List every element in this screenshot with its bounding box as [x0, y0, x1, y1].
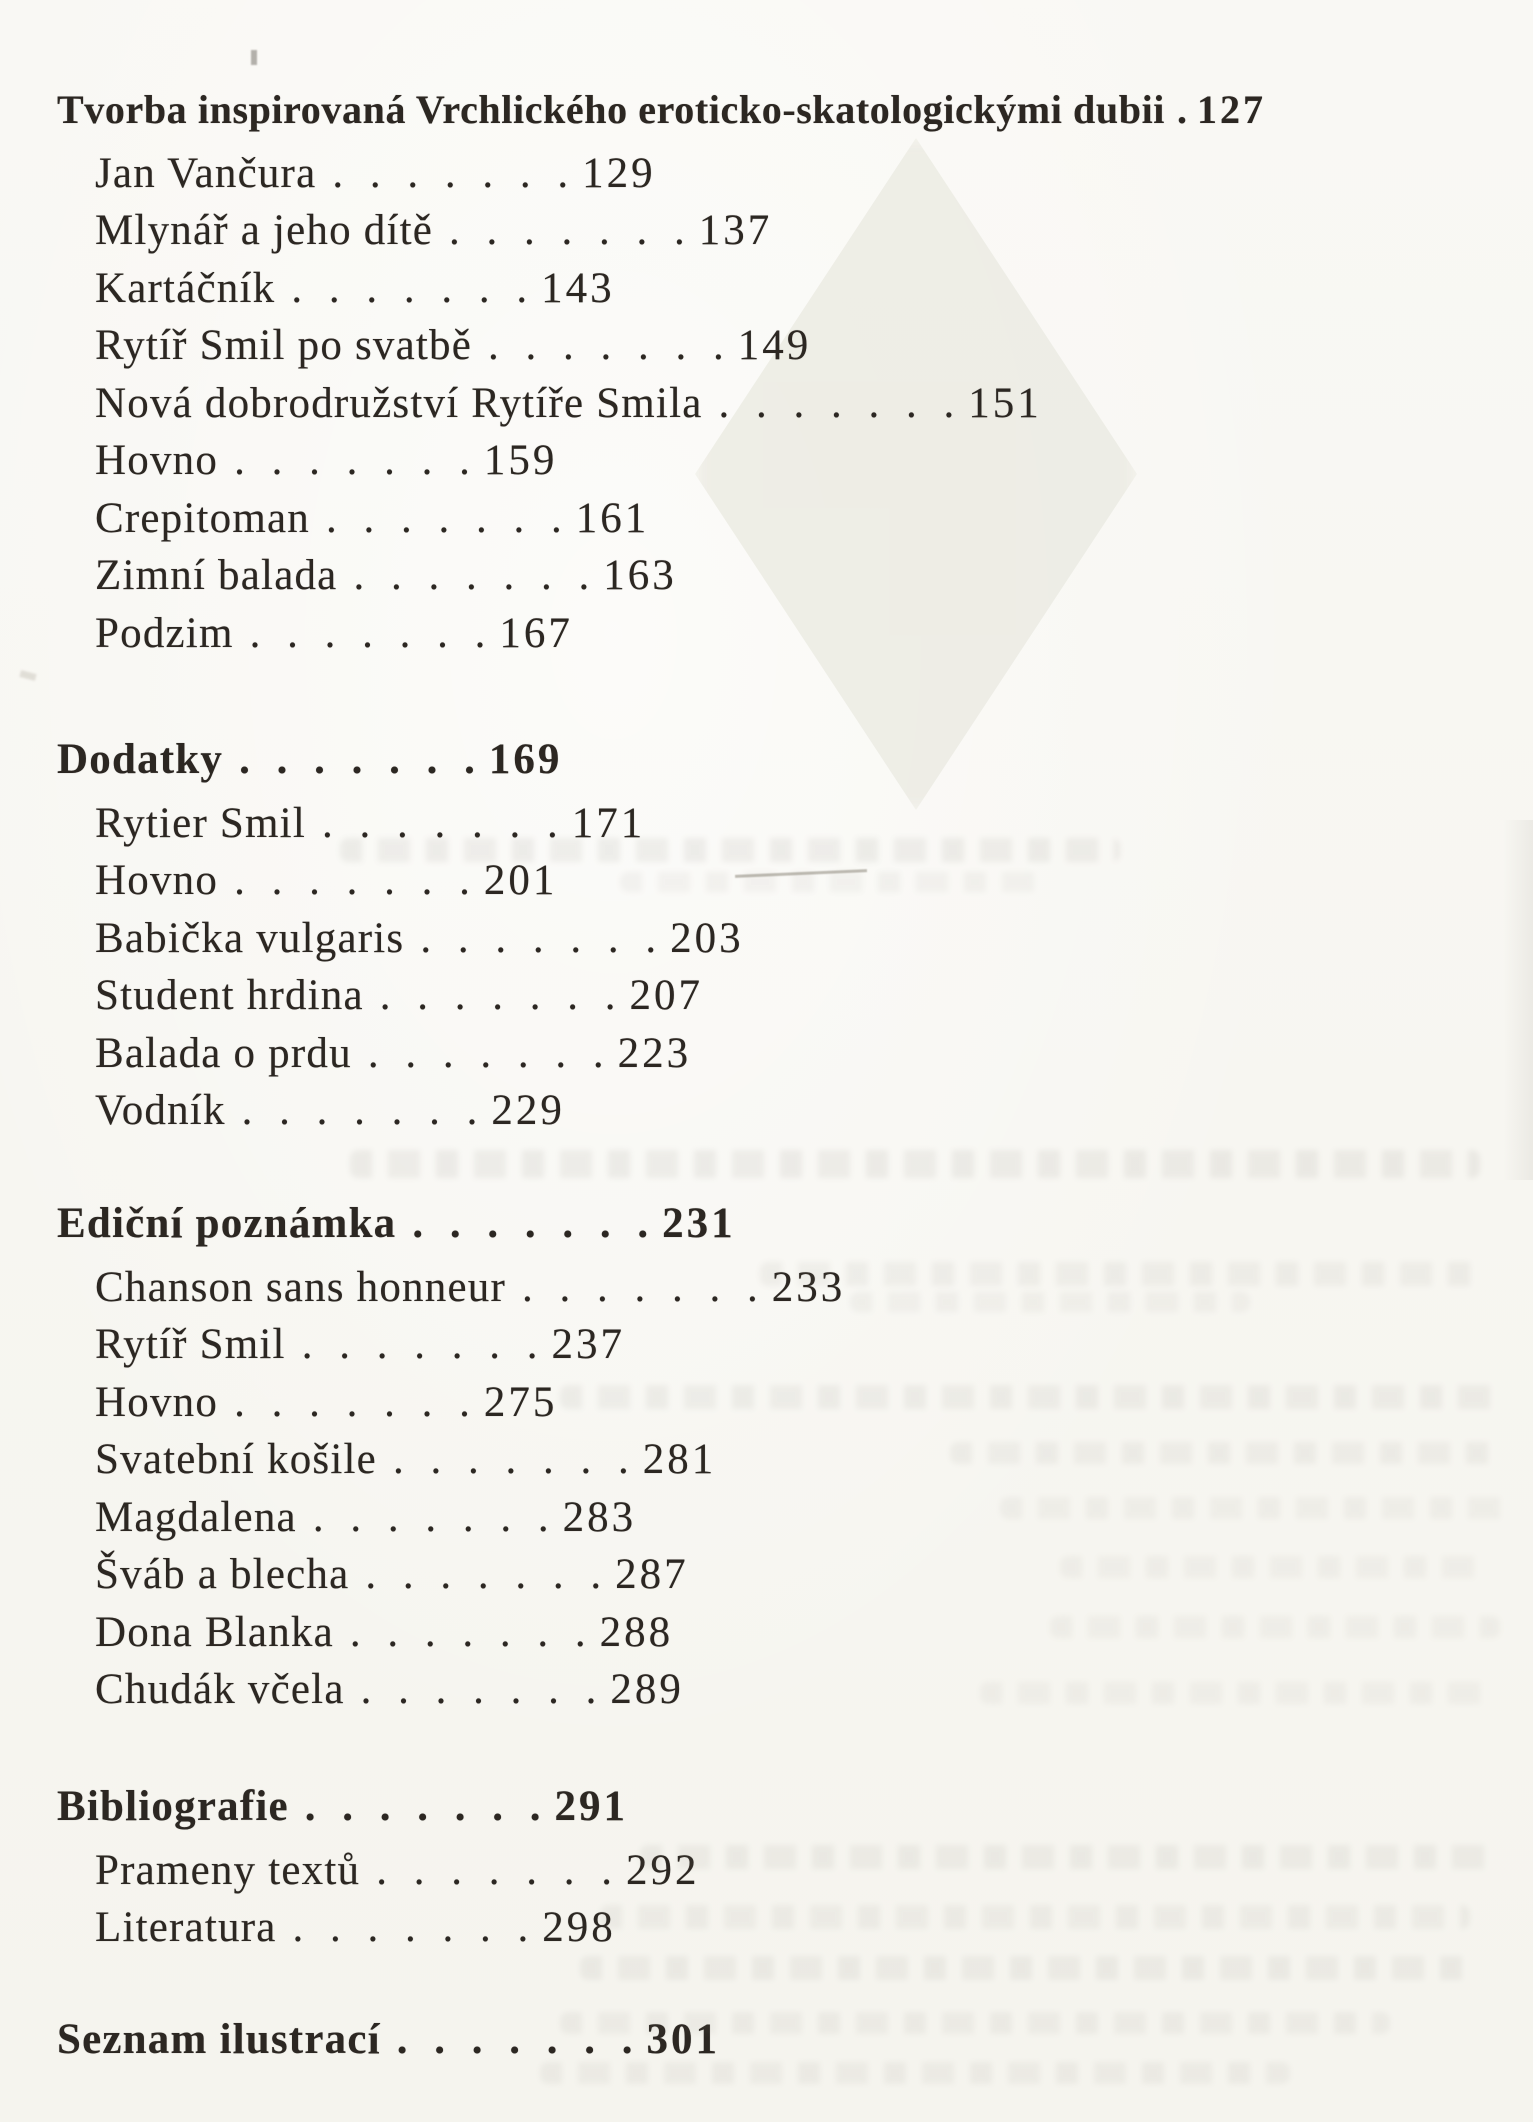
- toc-item: [0, 490, 1533, 548]
- toc-item-label: Hovno: [95, 857, 219, 904]
- toc-item-label: Magdalena: [95, 1493, 297, 1541]
- show-through-artifact: [620, 872, 1040, 892]
- toc-heading-label: Bibliografie: [57, 1783, 289, 1830]
- toc-heading: [0, 81, 1533, 139]
- leader-dots: . . . . . . .: [412, 1200, 649, 1247]
- page-number: 201: [483, 857, 558, 904]
- show-through-artifact: [560, 2012, 1390, 2034]
- toc-item-label: Prameny textů: [95, 1846, 361, 1894]
- toc-item: [0, 1316, 1533, 1374]
- toc-item: [0, 317, 1533, 375]
- leader-dots: .: [1177, 87, 1187, 132]
- page-number: 287: [615, 1551, 689, 1598]
- show-through-artifact: [560, 1385, 1500, 1409]
- leader-dots: . . . . . . .: [353, 552, 590, 599]
- page-number: 233: [771, 1263, 846, 1311]
- toc-item-label: Šváb a blecha: [95, 1551, 350, 1598]
- toc-section: [0, 81, 1533, 662]
- toc-item-label: Babička vulgaris: [95, 914, 405, 962]
- leader-dots: . . . . . . .: [234, 437, 470, 484]
- show-through-artifact: [340, 838, 1120, 862]
- page-number: 137: [698, 207, 773, 254]
- show-through-artifact: [1000, 1497, 1510, 1519]
- toc-item: [0, 910, 1533, 968]
- toc-item: [0, 967, 1533, 1025]
- page-number: 281: [642, 1436, 717, 1483]
- toc-item-label: Crepitoman: [95, 494, 311, 542]
- toc-item-label: Rytíř Smil: [95, 1321, 286, 1368]
- toc-item-label: Hovno: [95, 437, 219, 484]
- leader-dots: . . . . . . .: [392, 1436, 629, 1483]
- page-number: 231: [662, 1200, 736, 1247]
- show-through-artifact: [1050, 1616, 1500, 1638]
- toc-item-label: Zimní balada: [95, 552, 338, 599]
- page-number: 143: [541, 264, 615, 312]
- page-number: 127: [1197, 87, 1266, 132]
- page-number: 149: [737, 322, 812, 369]
- toc-heading-label: Seznam ilustrací: [57, 2016, 381, 2063]
- page-number: 159: [483, 437, 558, 484]
- show-through-artifact: [950, 1442, 1500, 1464]
- toc-heading-label: Ediční poznámka: [57, 1200, 397, 1247]
- toc-item-label: Rytíř Smil po svatbě: [95, 322, 473, 369]
- toc-item: [0, 547, 1533, 605]
- toc-item: [0, 375, 1533, 433]
- page-number: 229: [491, 1087, 565, 1134]
- page-number: 129: [582, 149, 656, 197]
- toc-item: [0, 1025, 1533, 1083]
- show-through-artifact: [1060, 1556, 1490, 1578]
- toc-heading: [0, 1195, 1533, 1253]
- leader-dots: . . . . . . .: [360, 1666, 597, 1713]
- toc-item-label: Mlynář a jeho dítě: [95, 207, 434, 254]
- leader-dots: . . . . . . .: [241, 1087, 478, 1134]
- page-number: 163: [603, 552, 677, 599]
- page-number: 167: [499, 609, 573, 657]
- leader-dots: . . . . . . .: [332, 149, 569, 197]
- toc-item-label: Hovno: [95, 1378, 219, 1426]
- leader-dots: . . . . . . .: [420, 914, 657, 962]
- toc-item-label: Nová dobrodružství Rytíře Smila: [95, 379, 703, 427]
- page-number: 283: [562, 1493, 637, 1541]
- toc-item: [0, 202, 1533, 260]
- toc-item: [0, 145, 1533, 203]
- leader-dots: . . . . . . .: [488, 322, 724, 369]
- toc-item-label: Dona Blanka: [95, 1608, 334, 1656]
- toc-item-label: Balada o prdu: [95, 1029, 352, 1077]
- page-number: 223: [617, 1029, 692, 1077]
- leader-dots: . . . . . . .: [379, 972, 616, 1019]
- toc-item: [0, 432, 1533, 490]
- toc-item: [0, 605, 1533, 663]
- leader-dots: . . . . . . .: [239, 736, 475, 783]
- leader-dots: . . . . . . .: [312, 1493, 549, 1541]
- page-number: 275: [483, 1378, 558, 1426]
- show-through-artifact: [760, 1262, 1480, 1286]
- toc-heading: [0, 1778, 1533, 1836]
- leader-dots: . . . . . . .: [234, 1378, 470, 1426]
- toc-item-label: Chanson sans honneur: [95, 1263, 506, 1311]
- page-number: 298: [542, 1904, 616, 1951]
- page-number: 207: [629, 972, 704, 1019]
- page-number: 151: [968, 379, 1042, 427]
- page-number: 237: [551, 1321, 625, 1368]
- toc-heading: [0, 731, 1533, 789]
- leader-dots: . . . . . . .: [367, 1029, 604, 1077]
- leader-dots: . . . . . . .: [321, 799, 558, 847]
- leader-dots: . . . . . . .: [234, 857, 470, 904]
- leader-dots: . . . . . . .: [249, 609, 486, 657]
- leader-dots: . . . . . . .: [449, 207, 685, 254]
- leader-dots: . . . . . . .: [396, 2016, 633, 2063]
- page-number: 171: [571, 799, 646, 847]
- leader-dots: . . . . . . .: [365, 1551, 602, 1598]
- toc-item-label: Rytier Smil: [95, 799, 306, 847]
- toc-item-label: Chudák včela: [95, 1666, 345, 1713]
- toc-heading-label: Tvorba inspirovaná Vrchlického eroticko-skatologickými dubii: [57, 87, 1165, 132]
- toc-item: [0, 1082, 1533, 1140]
- toc-item-label: Literatura: [95, 1904, 277, 1951]
- toc-heading-label: Dodatky: [57, 736, 224, 783]
- leader-dots: . . . . . . .: [521, 1263, 758, 1311]
- page-number: 289: [610, 1666, 684, 1713]
- toc-item-label: Kartáčník: [95, 264, 276, 312]
- show-through-artifact: [600, 1905, 1470, 1929]
- page-number: 161: [575, 494, 650, 542]
- scan-speck: [251, 50, 257, 65]
- page-number: 288: [599, 1608, 674, 1656]
- toc-item-label: Podzim: [95, 609, 234, 657]
- toc-item-label: Vodník: [95, 1087, 226, 1134]
- toc-item-label: Jan Vančura: [95, 149, 317, 197]
- toc-item-label: Svatební košile: [95, 1436, 377, 1483]
- toc-item-label: Student hrdina: [95, 972, 364, 1019]
- show-through-artifact: [850, 1292, 1250, 1312]
- page-number: 301: [646, 2016, 720, 2063]
- toc-item: [0, 260, 1533, 318]
- page-number: 291: [554, 1783, 629, 1830]
- page-number: 292: [625, 1846, 700, 1894]
- leader-dots: . . . . . . .: [718, 379, 955, 427]
- leader-dots: . . . . . . .: [304, 1783, 541, 1830]
- leader-dots: . . . . . . .: [292, 1904, 529, 1951]
- show-through-artifact: [350, 1150, 1480, 1178]
- page-number: 203: [670, 914, 744, 962]
- show-through-artifact: [640, 1845, 1490, 1869]
- leader-dots: . . . . . . .: [291, 264, 528, 312]
- toc-section: [0, 731, 1533, 1140]
- leader-dots: . . . . . . .: [376, 1846, 612, 1894]
- show-through-artifact: [980, 1682, 1490, 1704]
- leader-dots: . . . . . . .: [349, 1608, 586, 1656]
- leader-dots: . . . . . . .: [301, 1321, 538, 1368]
- show-through-artifact: [540, 2062, 1290, 2084]
- page-number: 169: [488, 736, 563, 783]
- show-through-artifact: [580, 1956, 1470, 1980]
- leader-dots: . . . . . . .: [326, 494, 562, 542]
- scan-speck: [19, 670, 36, 681]
